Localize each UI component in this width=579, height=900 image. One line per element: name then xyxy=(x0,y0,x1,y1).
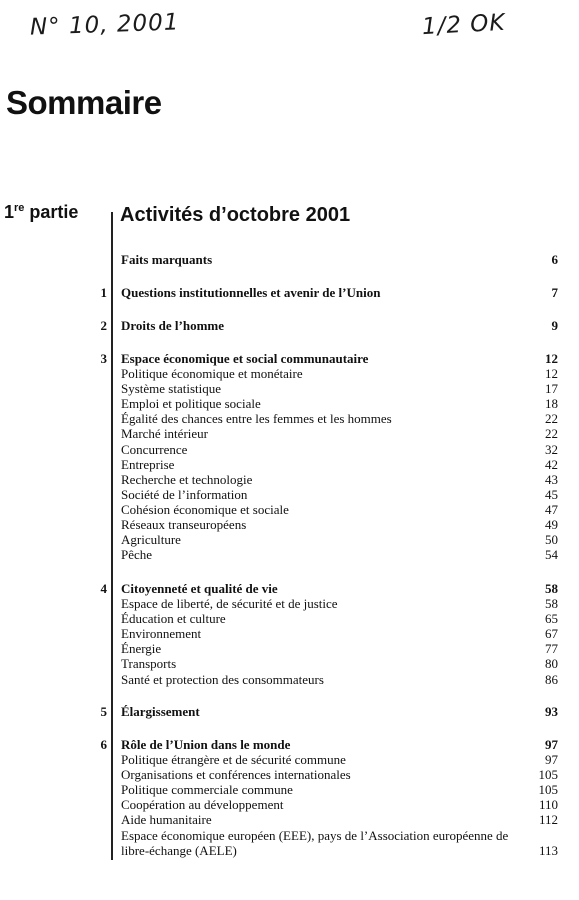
toc-section-heading[interactable] xyxy=(0,285,579,300)
toc-entry[interactable] xyxy=(0,381,579,396)
toc-entry-label: Aide humanitaire xyxy=(121,812,212,828)
toc-entry-page: 43 xyxy=(545,471,558,487)
toc-entry-page: 110 xyxy=(538,797,558,813)
section-page-number: 7 xyxy=(551,285,558,300)
toc-entry[interactable] xyxy=(0,626,579,641)
toc-entry-page: 105 xyxy=(538,782,558,798)
toc-entry[interactable] xyxy=(0,396,579,411)
toc-entry-page: 77 xyxy=(545,641,558,657)
section-number: 3 xyxy=(100,351,107,366)
toc-section-heading[interactable] xyxy=(0,351,579,366)
toc-entry-page: 22 xyxy=(545,411,558,427)
page-title: Sommaire xyxy=(6,84,162,121)
toc-entry-label: Politique étrangère et de sécurité commune xyxy=(121,752,346,768)
toc-entry-label: Espace de liberté, de sécurité et de justice xyxy=(121,596,338,612)
toc-entry[interactable] xyxy=(0,656,579,671)
section-page-number: 97 xyxy=(545,737,558,752)
toc-entry-label: Santé et protection des consommateurs xyxy=(121,671,324,687)
toc-entry[interactable] xyxy=(0,442,579,457)
toc-entry[interactable] xyxy=(0,611,579,626)
toc-entry-page: 97 xyxy=(545,752,558,768)
part-number: 1 xyxy=(4,202,15,222)
toc-entry[interactable] xyxy=(0,812,579,827)
toc-section xyxy=(0,285,579,300)
toc-entry[interactable] xyxy=(0,596,579,611)
toc-entry-label: Emploi et politique sociale xyxy=(121,396,261,412)
toc-section-heading[interactable] xyxy=(0,318,579,333)
section-number: 2 xyxy=(100,318,107,333)
toc-entry-page: 42 xyxy=(545,456,558,472)
toc-entry-label: Éducation et culture xyxy=(121,611,226,627)
toc-section-heading[interactable] xyxy=(0,737,579,752)
toc-entry-label: Politique économique et monétaire xyxy=(121,366,303,382)
section-number: 1 xyxy=(100,285,107,300)
section-page-number: 6 xyxy=(551,252,558,267)
section-number: 4 xyxy=(100,581,107,596)
toc-entry-label: Égalité des chances entre les femmes et les hommes xyxy=(121,411,392,427)
toc-section-heading[interactable] xyxy=(0,704,579,719)
part-label xyxy=(4,202,78,223)
toc-entry-label: Coopération au développement xyxy=(121,797,284,813)
section-page-number: 93 xyxy=(545,704,558,719)
toc-entry-page: 105 xyxy=(538,767,558,783)
toc-entry[interactable] xyxy=(0,641,579,656)
toc-entry[interactable] xyxy=(0,547,579,562)
toc-entry-label: Espace économique européen (EEE), pays de l’Association européenne de libre-échange (AELE) xyxy=(121,827,509,858)
handwritten-check-note: 1/2 OK xyxy=(421,9,507,41)
toc-entry[interactable] xyxy=(0,767,579,782)
toc-section-heading[interactable] xyxy=(0,581,579,596)
section-title: Droits de l’homme xyxy=(121,318,225,333)
toc-entry-page: 32 xyxy=(545,441,558,457)
toc-entry-label: Cohésion économique et sociale xyxy=(121,501,289,517)
section-title: Faits marquants xyxy=(121,252,213,267)
toc-entry[interactable] xyxy=(0,457,579,472)
toc-entry-page: 22 xyxy=(545,426,558,442)
toc-entry-page: 86 xyxy=(545,671,558,687)
part-word: partie xyxy=(24,202,79,222)
toc-entry-page: 113 xyxy=(538,842,558,858)
part-ordinal-suffix: re xyxy=(14,202,25,214)
toc-entry[interactable] xyxy=(0,672,579,687)
toc-entry-label: Pêche xyxy=(121,547,153,563)
toc-section xyxy=(0,252,579,267)
toc-entry-label: Réseaux transeuropéens xyxy=(121,517,247,533)
toc-entry-page: 50 xyxy=(545,532,558,548)
toc-section xyxy=(0,704,579,719)
toc-entry-page: 54 xyxy=(545,547,558,563)
section-number: 6 xyxy=(100,737,107,752)
toc-entry-label: Organisations et conférences internationales xyxy=(121,767,351,783)
toc-entry-label: Énergie xyxy=(121,641,162,657)
toc-entry[interactable] xyxy=(0,487,579,502)
section-page-number: 9 xyxy=(551,318,558,333)
toc-entry-label: Environnement xyxy=(121,626,202,642)
toc-entry-label: Recherche et technologie xyxy=(121,471,253,487)
toc-entry[interactable] xyxy=(0,532,579,547)
section-title: Questions institutionnelles et avenir de l’Union xyxy=(121,285,381,300)
toc-entry[interactable] xyxy=(0,517,579,532)
toc-entry-page: 45 xyxy=(545,486,558,502)
toc-entry[interactable] xyxy=(0,366,579,381)
toc-section xyxy=(0,351,579,562)
toc-entry[interactable] xyxy=(0,797,579,812)
toc-entry-page: 12 xyxy=(545,366,558,382)
toc-entry[interactable] xyxy=(0,472,579,487)
toc-section-heading[interactable] xyxy=(0,252,579,267)
toc-entry-label: Marché intérieur xyxy=(121,426,208,442)
section-title: Citoyenneté et qualité de vie xyxy=(121,581,278,596)
toc-entry-page: 65 xyxy=(545,611,558,627)
toc-entry-label: Société de l’information xyxy=(121,486,248,502)
section-title: Rôle de l’Union dans le monde xyxy=(121,737,291,752)
toc-entry-label: Concurrence xyxy=(121,441,188,457)
toc-entry-page: 58 xyxy=(545,596,558,612)
toc-entry-page: 17 xyxy=(545,381,558,397)
toc-entry-page: 112 xyxy=(538,812,558,828)
toc-entry-label: Entreprise xyxy=(121,456,175,472)
toc-entry[interactable] xyxy=(0,828,579,858)
toc-entry-label: Transports xyxy=(121,656,177,672)
toc-entry-label: Agriculture xyxy=(121,532,181,548)
toc-entry-page: 67 xyxy=(545,626,558,642)
section-title: Élargissement xyxy=(121,704,200,719)
toc-entry[interactable] xyxy=(0,502,579,517)
toc-entry-label: Politique commerciale commune xyxy=(121,782,293,798)
toc-entry[interactable] xyxy=(0,411,579,426)
toc-entry-page: 47 xyxy=(545,501,558,517)
part-title: Activités d’octobre 2001 xyxy=(120,204,351,226)
toc-entry-label: Système statistique xyxy=(121,381,222,397)
toc-entry[interactable] xyxy=(0,426,579,441)
toc-section xyxy=(0,737,579,858)
toc-entry[interactable] xyxy=(0,752,579,767)
toc-section xyxy=(0,318,579,333)
handwritten-issue-note: N° 10, 2001 xyxy=(29,9,180,41)
section-title: Espace économique et social communautaire xyxy=(121,351,369,366)
toc-entry-page: 49 xyxy=(545,517,558,533)
section-page-number: 58 xyxy=(545,581,558,596)
section-number: 5 xyxy=(100,704,107,719)
toc-entry-page: 18 xyxy=(545,396,558,412)
toc-entry[interactable] xyxy=(0,782,579,797)
section-page-number: 12 xyxy=(545,351,558,366)
toc-section xyxy=(0,581,579,687)
toc-entry-page: 80 xyxy=(545,656,558,672)
